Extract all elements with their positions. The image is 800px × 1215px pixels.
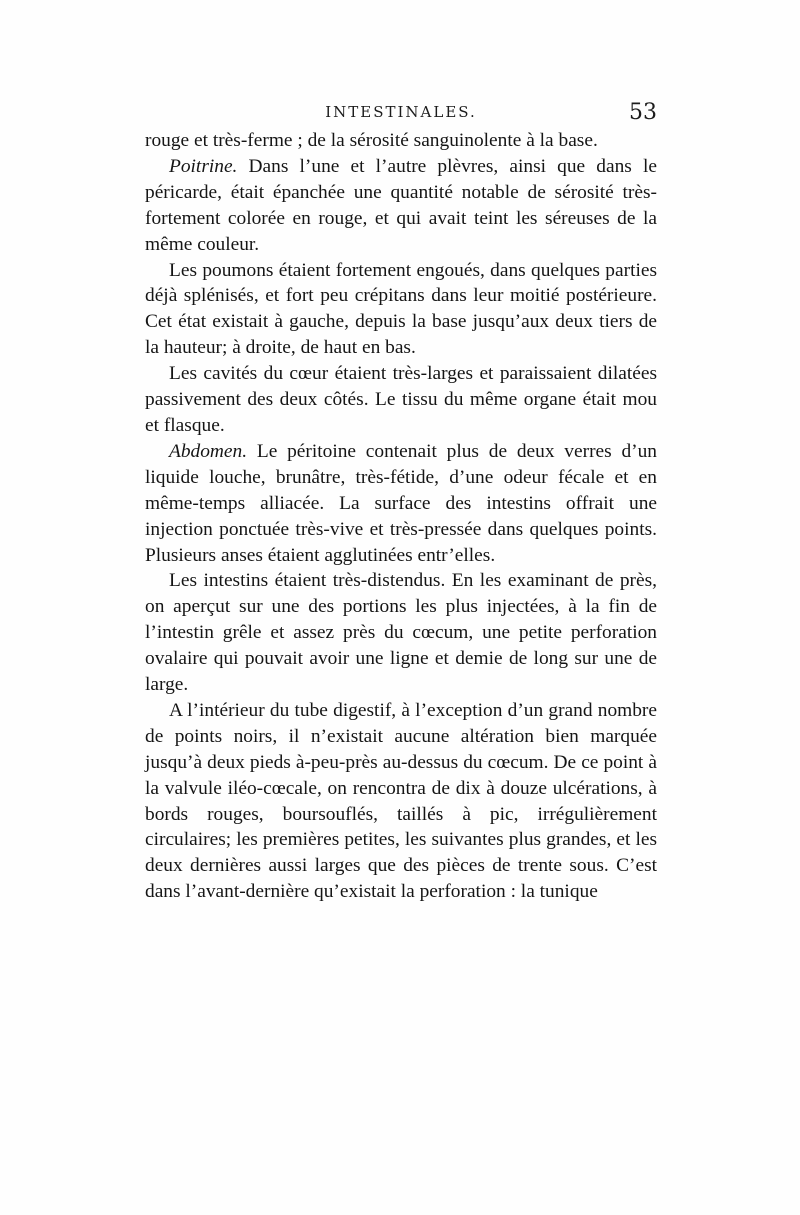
paragraph-coeur <box>145 361 657 439</box>
paragraph-continuation <box>145 128 657 154</box>
paragraph-text: Dans l’une et l’autre plèvres, ainsi que dans le péricarde, était épanchée une quantité notable de sérosité très-fortement colorée en rouge, et qui avait teint les séreuses de la même couleur. <box>145 155 657 255</box>
paragraph-poitrine <box>145 154 657 258</box>
paragraph-text: Les cavités du cœur étaient très-larges et paraissaient dilatées passivement des deux côtés. Le tissu du même organe était mou et flasque. <box>145 363 657 436</box>
paragraph-text: Les intestins étaient très-distendus. En les examinant de près, on aperçut sur une des portions les plus injectées, à la fin de l’intestin grêle et assez près du cœcum, une petite perforation ovalaire qui pouvait avoir une ligne et demie de long sur une de large. <box>145 570 657 696</box>
paragraph-tube-digestif <box>145 698 657 905</box>
paragraph-abdomen <box>145 439 657 569</box>
section-rubric-poitrine: Poitrine. <box>169 155 238 177</box>
page-number: 53 <box>629 100 657 125</box>
paragraph-text: A l’intérieur du tube digestif, à l’exception d’un grand nombre de points noirs, il n’existait aucune altération bien marquée jusqu’à deux pieds à-peu-près au-dessus du cœcum. De ce point à la valvule iléo-cœcale, on rencontra de dix à douze ulcérations, à bords rouges, boursouflés, taillés à pic, irrégulièrement circulaires; les premières petites, les suivantes plus grandes, et les deux dernières aussi larges que des pièces de trente sous. C’est dans l’avant-dernière qu’existait la perforation : la tunique <box>145 699 657 903</box>
section-rubric-abdomen: Abdomen. <box>169 440 248 462</box>
paragraph-text: Les poumons étaient fortement engoués, dans quelques parties déjà splénisés, et fort peu crépitans dans leur moitié postérieure. Cet état existait à gauche, depuis la base jusqu’aux deux tiers de la hauteur; à droite, de haut en bas. <box>145 259 657 359</box>
body-text <box>145 128 657 905</box>
page-header <box>145 100 657 128</box>
paragraph-text: rouge et très-ferme ; de la sérosité sanguinolente à la base. <box>145 130 598 151</box>
running-title: INTESTINALES. <box>325 103 477 121</box>
paragraph-poumons <box>145 258 657 362</box>
paragraph-text: Le péritoine contenait plus de deux verres d’un liquide louche, brunâtre, très-fétide, d’une odeur fécale et en même-temps alliacée. La surface des intestins offrait une injection ponctuée très-vive et très-pressée dans quelques points. Plusieurs anses étaient agglutinées entr’elles. <box>145 440 657 566</box>
paragraph-intestins <box>145 568 657 698</box>
